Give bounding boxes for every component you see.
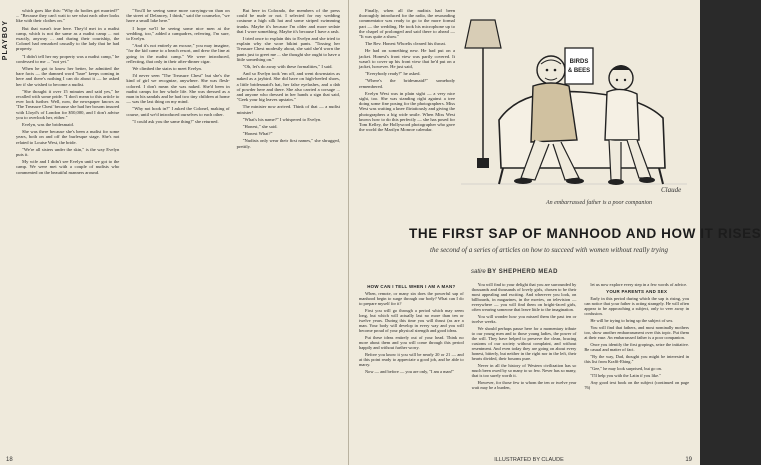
paragraph: You will find to your delight that you are surrounded by thousands and thousands of lovely girls, chosen to be their most appealing and exciting. And wherever you look, on billboards, in magazines, in the movies, on television — everywhere — you will find them on bright-faced girls, often wearing someone that leave little to the imagination. xyxy=(471,282,577,312)
paragraph: The minister now arrived. Think of that — a nudist minister! xyxy=(236,104,340,115)
paragraph: You will find that fathers, and most nominally mothers too, show another embarrassment over this topic. Put them at their ease. An embarrassed father is a poor companion. xyxy=(584,325,690,340)
text-column xyxy=(16,8,119,177)
svg-text:& BEES: & BEES xyxy=(567,68,591,74)
paragraph: Evelyn, was the bridesmaid. xyxy=(22,122,74,128)
right-page-top-column xyxy=(359,8,455,248)
paragraph: He had on something new. He had put on a jacket. Honest's front view was partly covered. It wasn't to cover up his front view that he'd put on a jacket, however. He just said, xyxy=(359,48,455,70)
svg-text:Claude: Claude xyxy=(661,186,682,194)
paragraph: "Why not hook in?" I asked the Colonel, making of course, until we'd introduced ourselves to each other. xyxy=(126,106,230,117)
section-heading: YOUR PARENTS AND SEX xyxy=(606,289,668,294)
paragraph: Early in this period during which the sap is rising, you can notice that your father is acting strangely. He will often appear to be approaching a subject, only to veer away in confusion. xyxy=(584,296,690,316)
article-title: THE FIRST SAP OF MANHOOD AND HOW IT RISES xyxy=(409,226,761,241)
paragraph: "Honest," she said. xyxy=(242,124,278,130)
paragraph: "I could ask you the same thing!" she returned. xyxy=(132,118,219,124)
paragraph: I'd never seen "The Treasure Chest" but she's the kind of girl we recognize, anywhere. She was flesh-colored. I don't mean she was naked. She'd been in nudist camps for her whole life. She was dressed as a man in his sandals and he had two tiny children at home — was the last thing on my mind. xyxy=(126,73,230,105)
paragraph: I hope we'll be seeing some nice men at the wedding, too," added a campadres, referring. I'm sure, to Evelyn. xyxy=(126,25,230,42)
right-page xyxy=(349,0,761,465)
paragraph: We should perhaps pause here for a momentary tribute to our young men and to those young ladies, the power of the will. They have helped to preserve the clean, bracing customs of our society without complaint, and without resentment. And even today they are going on about every honest, bitterly, but neither in the right nor in the left, their hearts divided, their bosoms pure. xyxy=(471,326,577,361)
illustrator-credit: ILLUSTRATED BY CLAUDE xyxy=(494,457,564,463)
paragraph: When, remote, or many sin does the powerful sap of manhood begin to surge through our body? What can I do to prepare myself for it? xyxy=(359,291,464,306)
paragraph: "Nudists only wear their first names," she shrugged, prettily. xyxy=(236,138,340,149)
paragraph: "I'll help you with the Latin if you like." xyxy=(590,373,661,378)
paragraph: Evelyn West was in plain sight — a very nice sight, too. She was standing right against a tree doing some fine posing for the photographers. Miss West was waiting a knee flirtatiously and giving the photographers a big wide smile. When Miss West knows how to do this perfectly — she has posed for Tom Kelley, the Hollywood photographer who gave the world the Marilyn Monroe calendar. xyxy=(359,90,455,133)
paragraph: "You'll be seeing some more carryings-on than on the street of Delancey, I think," said the counselor, "we have a small lake here." xyxy=(126,8,230,24)
left-page xyxy=(0,0,349,465)
page-number-right: 19 xyxy=(685,457,692,463)
paragraph: He will be trying to bring up the subject of sex. xyxy=(590,318,674,323)
paragraph: But here in Colorado, the members of the press could be nude or not. I selected for my wedding costume a high silk hat and some striped swimming trunks. Maybe it's because I'm older and more sedate that I wore something. Maybe it's because I have a rash. xyxy=(236,8,340,34)
byline xyxy=(471,269,701,275)
paragraph: Once you identify the first gropings, seize the initiative. Be casual and matter of fact. xyxy=(584,342,690,352)
paragraph: We climbed the stairs to meet Evelyn. xyxy=(132,66,202,72)
masthead: PLAYBOY xyxy=(2,20,9,61)
paragraph: However, for those few to whom the ten or twelve year wait may be a burden, xyxy=(471,380,577,390)
article-subtitle: the second of a series of articles on how to succeed with women without really trying xyxy=(430,246,668,254)
illustration-caption: An embarrassed father is a poor companion xyxy=(546,200,652,206)
paragraph: which goes like this: "Why do bodies get married?" ... "Because they can't wait to see what each other looks like with their clothes on." xyxy=(16,8,120,24)
paragraph: When he got to know her better, he admitted the bare facts — the damned word "bare" keeps coming in here and there's nothing I can do about it — he asked her if she wished to become a nudist. xyxy=(16,66,120,87)
svg-text:BIRDS: BIRDS xyxy=(569,59,589,65)
paragraph: Now — and before — you are only, "I am a man!" xyxy=(365,369,454,374)
paragraph: "She thought it over 15 minutes and said yes," he recalled with some pride. "I don't mean to this article to ever look further. Well, now, the newspaper knows as 'The Treasure Chest' because she had her bosom insured with Lloyd's of London for $50,000, and I don't advise you to overlook her, either." xyxy=(16,88,120,120)
paragraph: First you will go through a period which may seem long, but which will actually last no more than ten or twelve years. During this time you will thrust (as are a man. Your body will develop in every way and you will become proud of your physical strength and good ideas. xyxy=(359,308,464,333)
text-column xyxy=(237,8,340,177)
column-text xyxy=(359,8,455,132)
cartoon-illustration xyxy=(461,8,687,196)
paragraph: Any good text book on the subject (continued on page 76) xyxy=(584,380,690,390)
paragraph: And so Evelyn took 'em off, and went downstairs as naked as a jaybird. She did have on high-heeled shoes, a little bridesmaid's hat, her false eyelashes, and a dab of powder here and there. She also carried a corsage ... and anyone who dressed in her hands a sign that said, "Geek your big leaves upstairs." xyxy=(236,71,340,103)
byline-label: satire xyxy=(471,269,486,275)
paragraph: Before you know it you will be nearly 20 or 21 — and at this point ready to appreciate a good job, and be able to marry. xyxy=(359,352,464,367)
paragraph: "Where's the bridesmaid?" somebody remembered. xyxy=(359,78,455,89)
right-page-body-columns xyxy=(359,282,689,448)
paragraph: "Oh, let's do away with these formalities," I said. xyxy=(242,64,333,70)
paragraph: But that wasn't true here. They'd met in a nudist camp, which is not the same as a nudist camp ... not exactly, anyway ... and during their courtship, the Colonel had remarked casually to the lady that he had property. xyxy=(16,25,120,52)
text-column xyxy=(584,282,689,448)
page-number-left: 18 xyxy=(6,457,13,463)
paragraph: "By the way, Dad, thought you might be interested in this list from Krafft-Ebing." xyxy=(584,354,690,364)
paragraph: "What's his name?" I whispered to Evelyn. xyxy=(242,116,322,122)
paragraph: I tried once to explain this to Evelyn and she tried to explain why she wore bikini pants. "Tossing her Treasure Chest modestly about, she said she'd worn the pants just to greet me ... she thought she ought to have a little something on." xyxy=(236,36,340,62)
text-column xyxy=(126,8,229,177)
byline-author: BY SHEPHERD MEAD xyxy=(487,269,558,275)
section-heading: HOW CAN I TELL WHEN I AM A MAN? xyxy=(367,284,456,289)
paragraph: let us now explore every step in a few words of advice. xyxy=(590,282,688,287)
paragraph: Finally, when all the nudists had been thoroughly introduced for the radio, the resounding commentator was ready to go to the more formal part — the wedding. He took his microphone up to the chapel of prolonged and said there to ahead — "It was quite a show." xyxy=(359,8,455,40)
paragraph: "I didn't tell her my property was a nudist camp," he confessed to me ... "not yet." xyxy=(16,53,120,64)
paragraph: "And it's not entirely an excuse," you may imagine, "for the kid came to a beach resort, and drew the line at going in the nudist camp." We were introduced, reflecting, that only in their after-dinner cigar. xyxy=(126,43,230,64)
paragraph: Never in all the history of Western civilization has so much been owed by so many to so few. Never has so many, that is too surely worth it. xyxy=(471,363,577,378)
lamp-shade-icon xyxy=(465,20,501,48)
paragraph: My wife and I didn't see Evelyn until we got to the camp. We were met with a couple of nudists who commented on the beautiful manners around. xyxy=(16,159,120,175)
text-column xyxy=(359,282,464,448)
text-column xyxy=(472,282,577,448)
paragraph: The Rev. Honest Whoelis cleared his throat. xyxy=(365,41,447,47)
paragraph: "Gee," he may look surprised, but go on. xyxy=(590,366,662,371)
left-page-columns xyxy=(16,8,340,177)
paragraph: Put these ideas entirely out of your head. Think no more about them and you will come through this period happily and without further worry. xyxy=(359,335,464,350)
paragraph: You will wonder how you missed them the past ten or twelve weeks. xyxy=(471,314,577,324)
paragraph: "Honest What?" xyxy=(242,131,273,137)
paragraph: She was there because she's been a nudist for some years, both on and off the burlesque stage. She's not related to Louise West, the bride. xyxy=(16,129,120,145)
book-icon xyxy=(565,48,593,84)
paragraph: "Everybody ready?" he asked. xyxy=(365,71,421,77)
paragraph: "We're all sisters under the skin," is the way Evelyn puts it. xyxy=(16,146,120,158)
